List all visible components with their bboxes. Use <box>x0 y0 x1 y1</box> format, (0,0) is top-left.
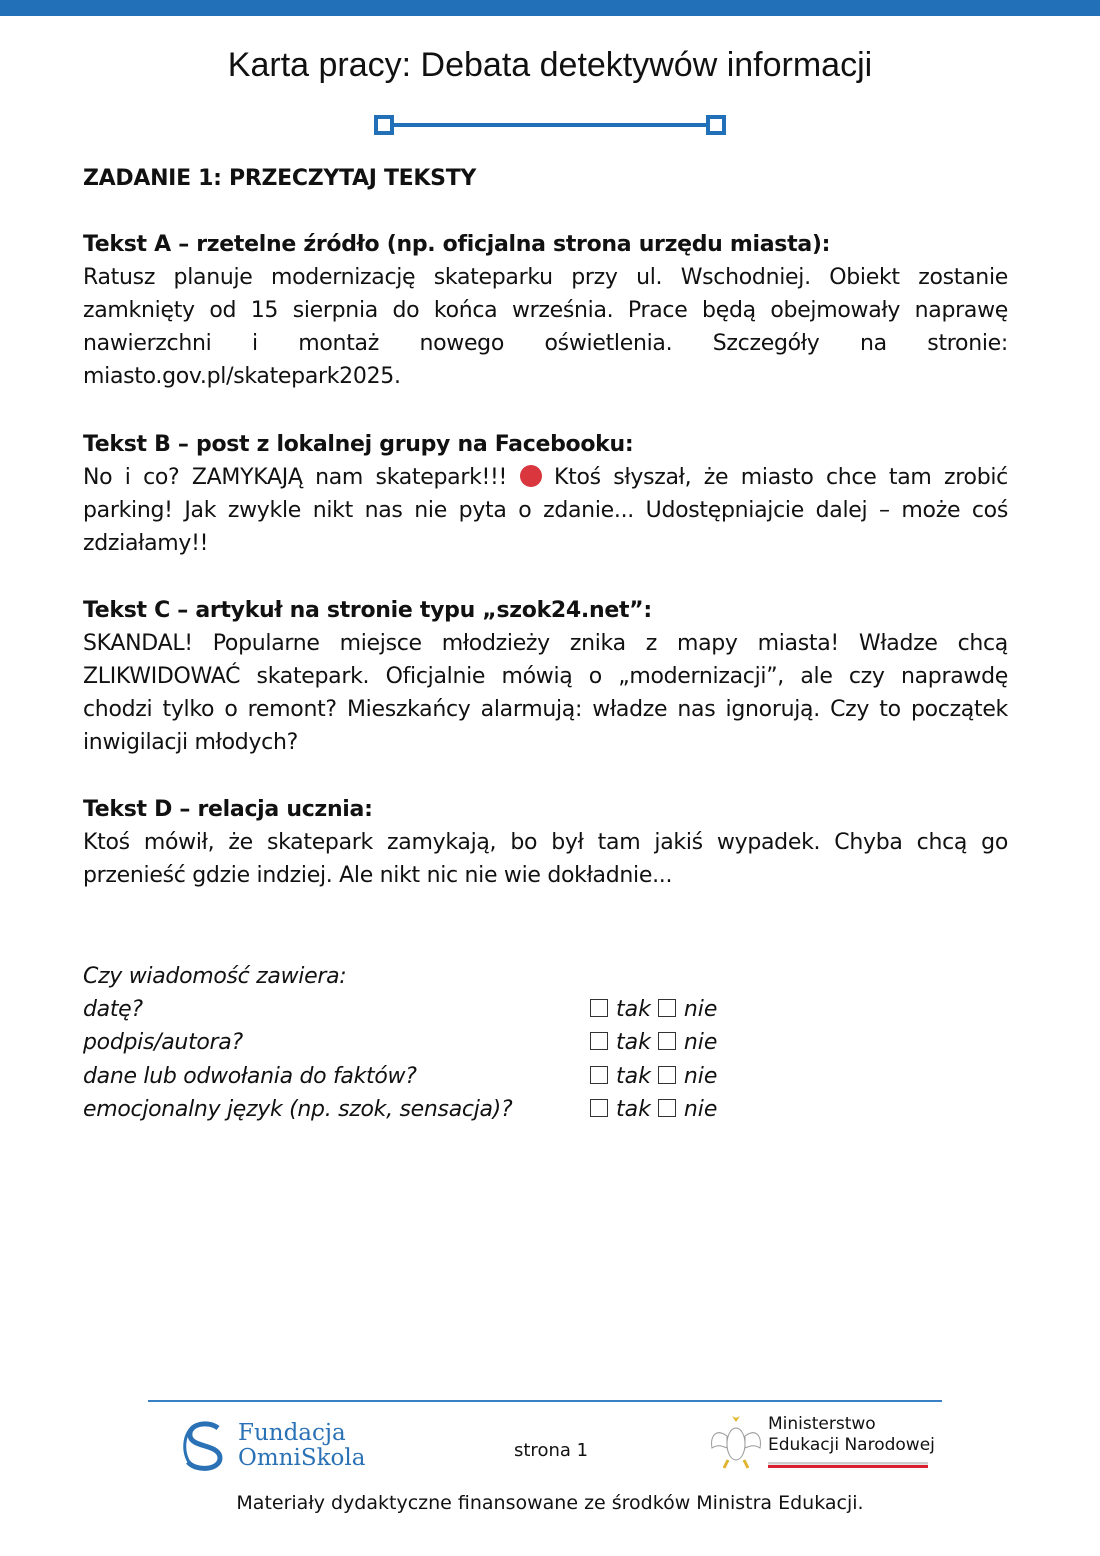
polish-eagle-icon <box>708 1414 764 1474</box>
answer-options <box>590 1026 717 1059</box>
no-checkbox[interactable] <box>658 999 676 1017</box>
text-d <box>83 793 1008 892</box>
ministry-logo <box>708 1414 935 1474</box>
fundacja-omniskola-logo <box>180 1418 365 1474</box>
omniskola-s-icon <box>180 1420 230 1472</box>
task-heading: ZADANIE 1: PRZECZYTAJ TEKSTY <box>83 166 477 191</box>
text-c <box>83 594 1008 759</box>
text-b-heading: Tekst B – post z lokalnej grupy na Facebooku: <box>83 432 634 457</box>
text-fragment: Ktoś słyszał, że miasto chce tam zrobić <box>554 465 1008 490</box>
yes-checkbox[interactable] <box>590 1032 608 1050</box>
text-line: inwigilacji młodych? <box>83 730 298 755</box>
no-label: nie <box>683 1097 718 1122</box>
text-line: SKANDAL! Popularne miejsce młodzieży znika z mapy miasta! Władze chcą <box>83 631 1008 656</box>
text-line: Ktoś mówił, że skatepark zamykają, bo był tam jakiś wypadek. Chyba chcą go <box>83 830 1008 855</box>
checklist-question: Czy wiadomość zawiera: <box>83 964 347 989</box>
polish-flag-stripe <box>768 1462 928 1468</box>
yes-label: tak <box>616 1097 651 1122</box>
footer-divider <box>148 1400 942 1402</box>
checklist-item: podpis/autora? <box>83 1030 243 1055</box>
foundation-name-line: OmniSkola <box>238 1445 366 1471</box>
no-checkbox[interactable] <box>658 1099 676 1117</box>
text-line: parking! Jak zwykle nikt nas nie pyta o zdanie... Udostępniajcie dalej – może coś <box>83 498 1008 523</box>
checklist-item: dane lub odwołania do faktów? <box>83 1064 417 1089</box>
ministry-name-line: Ministerstwo <box>768 1414 876 1434</box>
answer-options <box>590 1060 717 1093</box>
text-line: nawierzchni i montaż nowego oświetlenia. Szczegóły na stronie: <box>83 331 1008 356</box>
text-line: zamknięty od 15 sierpnia do końca września. Prace będą obejmowały naprawę <box>83 298 1008 323</box>
yes-label: tak <box>616 1030 651 1055</box>
text-fragment: No i co? ZAMYKAJĄ nam skatepark!!! <box>83 465 508 490</box>
text-line: zdziałamy!! <box>83 531 209 556</box>
title-divider-ornament <box>374 114 726 136</box>
answer-options <box>590 1093 717 1126</box>
no-checkbox[interactable] <box>658 1032 676 1050</box>
text-d-heading: Tekst D – relacja ucznia: <box>83 797 373 822</box>
text-line: ZLIKWIDOWAĆ skatepark. Oficjalnie mówią o „modernizacji”, ale czy naprawdę <box>83 664 1008 689</box>
page-number: strona 1 <box>514 1440 589 1461</box>
text-b <box>83 428 1008 560</box>
text-line: miasto.gov.pl/skatepark2025. <box>83 364 401 389</box>
yes-label: tak <box>616 997 651 1022</box>
checklist-item: emocjonalny język (np. szok, sensacja)? <box>83 1097 513 1122</box>
text-a <box>83 228 1008 393</box>
angry-face-icon <box>520 465 542 487</box>
text-line: przenieść gdzie indziej. Ale nikt nic nie wie dokładnie... <box>83 863 673 888</box>
text-a-heading: Tekst A – rzetelne źródło (np. oficjalna strona urzędu miasta): <box>83 232 831 257</box>
ministry-name-line: Edukacji Narodowej <box>768 1435 935 1455</box>
text-c-heading: Tekst C – artykuł na stronie typu „szok24.net”: <box>83 598 652 623</box>
no-label: nie <box>683 1030 718 1055</box>
checklist-item: datę? <box>83 997 143 1022</box>
answer-options <box>590 993 717 1026</box>
no-label: nie <box>683 997 718 1022</box>
foundation-name-line: Fundacja <box>238 1420 346 1446</box>
funding-note: Materiały dydaktyczne finansowane ze środków Ministra Edukacji. <box>236 1492 864 1514</box>
yes-checkbox[interactable] <box>590 1066 608 1084</box>
text-line: chodzi tylko o remont? Mieszkańcy alarmują: władze nas ignorują. Czy to początek <box>83 697 1008 722</box>
yes-checkbox[interactable] <box>590 1099 608 1117</box>
yes-label: tak <box>616 1064 651 1089</box>
no-checkbox[interactable] <box>658 1066 676 1084</box>
yes-checkbox[interactable] <box>590 999 608 1017</box>
text-line: Ratusz planuje modernizację skateparku przy ul. Wschodniej. Obiekt zostanie <box>83 265 1008 290</box>
page-title: Karta pracy: Debata detektywów informacji <box>227 46 873 84</box>
top-accent-bar <box>0 0 1100 16</box>
no-label: nie <box>683 1064 718 1089</box>
text-line <box>83 461 1008 494</box>
